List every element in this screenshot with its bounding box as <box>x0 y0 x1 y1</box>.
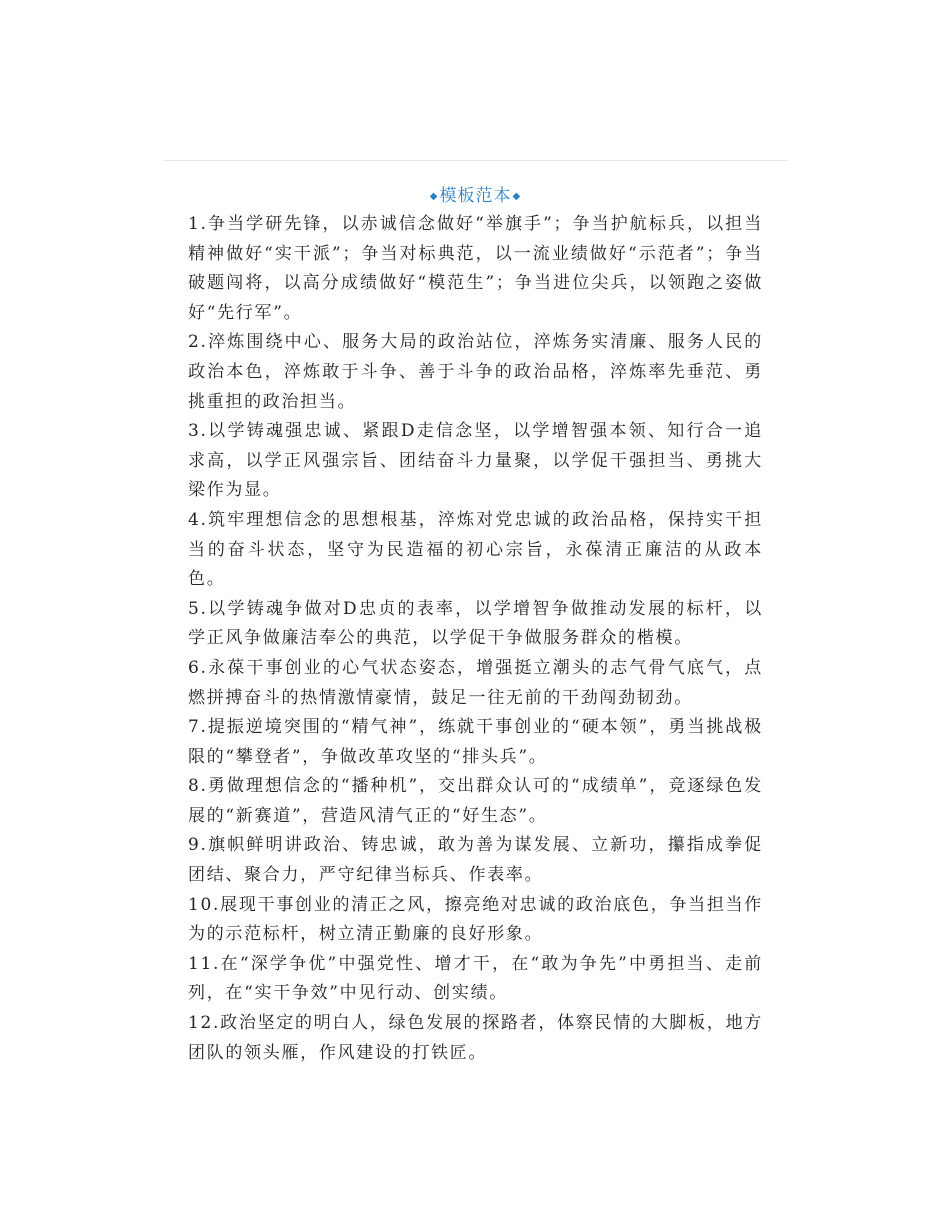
template-item-7: 7.提振逆境突围的“精气神”，练就干事创业的“硬本领”，勇当挑战极限的“攀登者”，争做改革攻坚的“排头兵”。 <box>188 717 763 767</box>
top-divider <box>163 160 788 161</box>
template-item-11: 11.在“深学争优”中强党性、增才干，在“敢为争先”中勇担当、走前列，在“实干争效”中见行动、创实绩。 <box>188 953 763 1004</box>
template-list <box>188 210 763 1068</box>
template-item-2: 2.淬炼围绕中心、服务大局的政治站位，淬炼务实清廉、服务人民的政治本色，淬炼敢于斗争、善于斗争的政治品格，淬炼率先垂范、勇挑重担的政治担当。 <box>188 332 763 412</box>
section-title: 模板范本 <box>439 186 512 206</box>
template-item-3: 3.以学铸魂强忠诚、紧跟D走信念坚，以学增智强本领、知行合一追求高，以学正风强宗旨、团结奋斗力量聚，以学促干强担当、勇挑大梁作为显。 <box>188 421 763 501</box>
template-item-4: 4.筑牢理想信念的思想根基，淬炼对党忠诚的政治品格，保持实干担当的奋斗状态，坚守为民造福的初心宗旨，永葆清正廉洁的从政本色。 <box>188 509 763 590</box>
template-item-5: 5.以学铸魂争做对D忠贞的表率，以学增智争做推动发展的标杆，以学正风争做廉洁奉公的典范，以学促干争做服务群众的楷模。 <box>188 598 763 649</box>
template-item-1: 1.争当学研先锋，以赤诚信念做好“举旗手”；争当护航标兵，以担当精神做好“实干派”；争当对标典范，以一流业绩做好“示范者”；争当破题闯将，以高分成绩做好“模范生”；争当进位尖兵，以领跑之姿做好“先行军”。 <box>188 214 763 323</box>
template-item-10: 10.展现干事创业的清正之风，擦亮绝对忠诚的政治底色，争当担当作为的示范标杆，树立清正勤廉的良好形象。 <box>188 894 763 945</box>
diamond-right-icon: ◆ <box>512 191 522 202</box>
diamond-left-icon: ◆ <box>429 191 439 202</box>
template-item-12: 12.政治坚定的明白人，绿色发展的探路者，体察民情的大脚板，地方团队的领头雁，作风建设的打铁匠。 <box>188 1013 763 1063</box>
template-item-6: 6.永葆干事创业的心气状态姿态，增强挺立潮头的志气骨气底气，点燃拼搏奋斗的热情激情豪情，鼓足一往无前的干劲闯劲韧劲。 <box>188 657 763 708</box>
template-item-9: 9.旗帜鲜明讲政治、铸忠诚，敢为善为谋发展、立新功，攥指成拳促团结、聚合力，严守纪律当标兵、作表率。 <box>188 835 763 886</box>
template-item-8: 8.勇做理想信念的“播种机”，交出群众认可的“成绩单”，竞逐绿色发展的“新赛道”，营造风清气正的“好生态”。 <box>188 776 763 826</box>
section-heading <box>163 182 788 211</box>
